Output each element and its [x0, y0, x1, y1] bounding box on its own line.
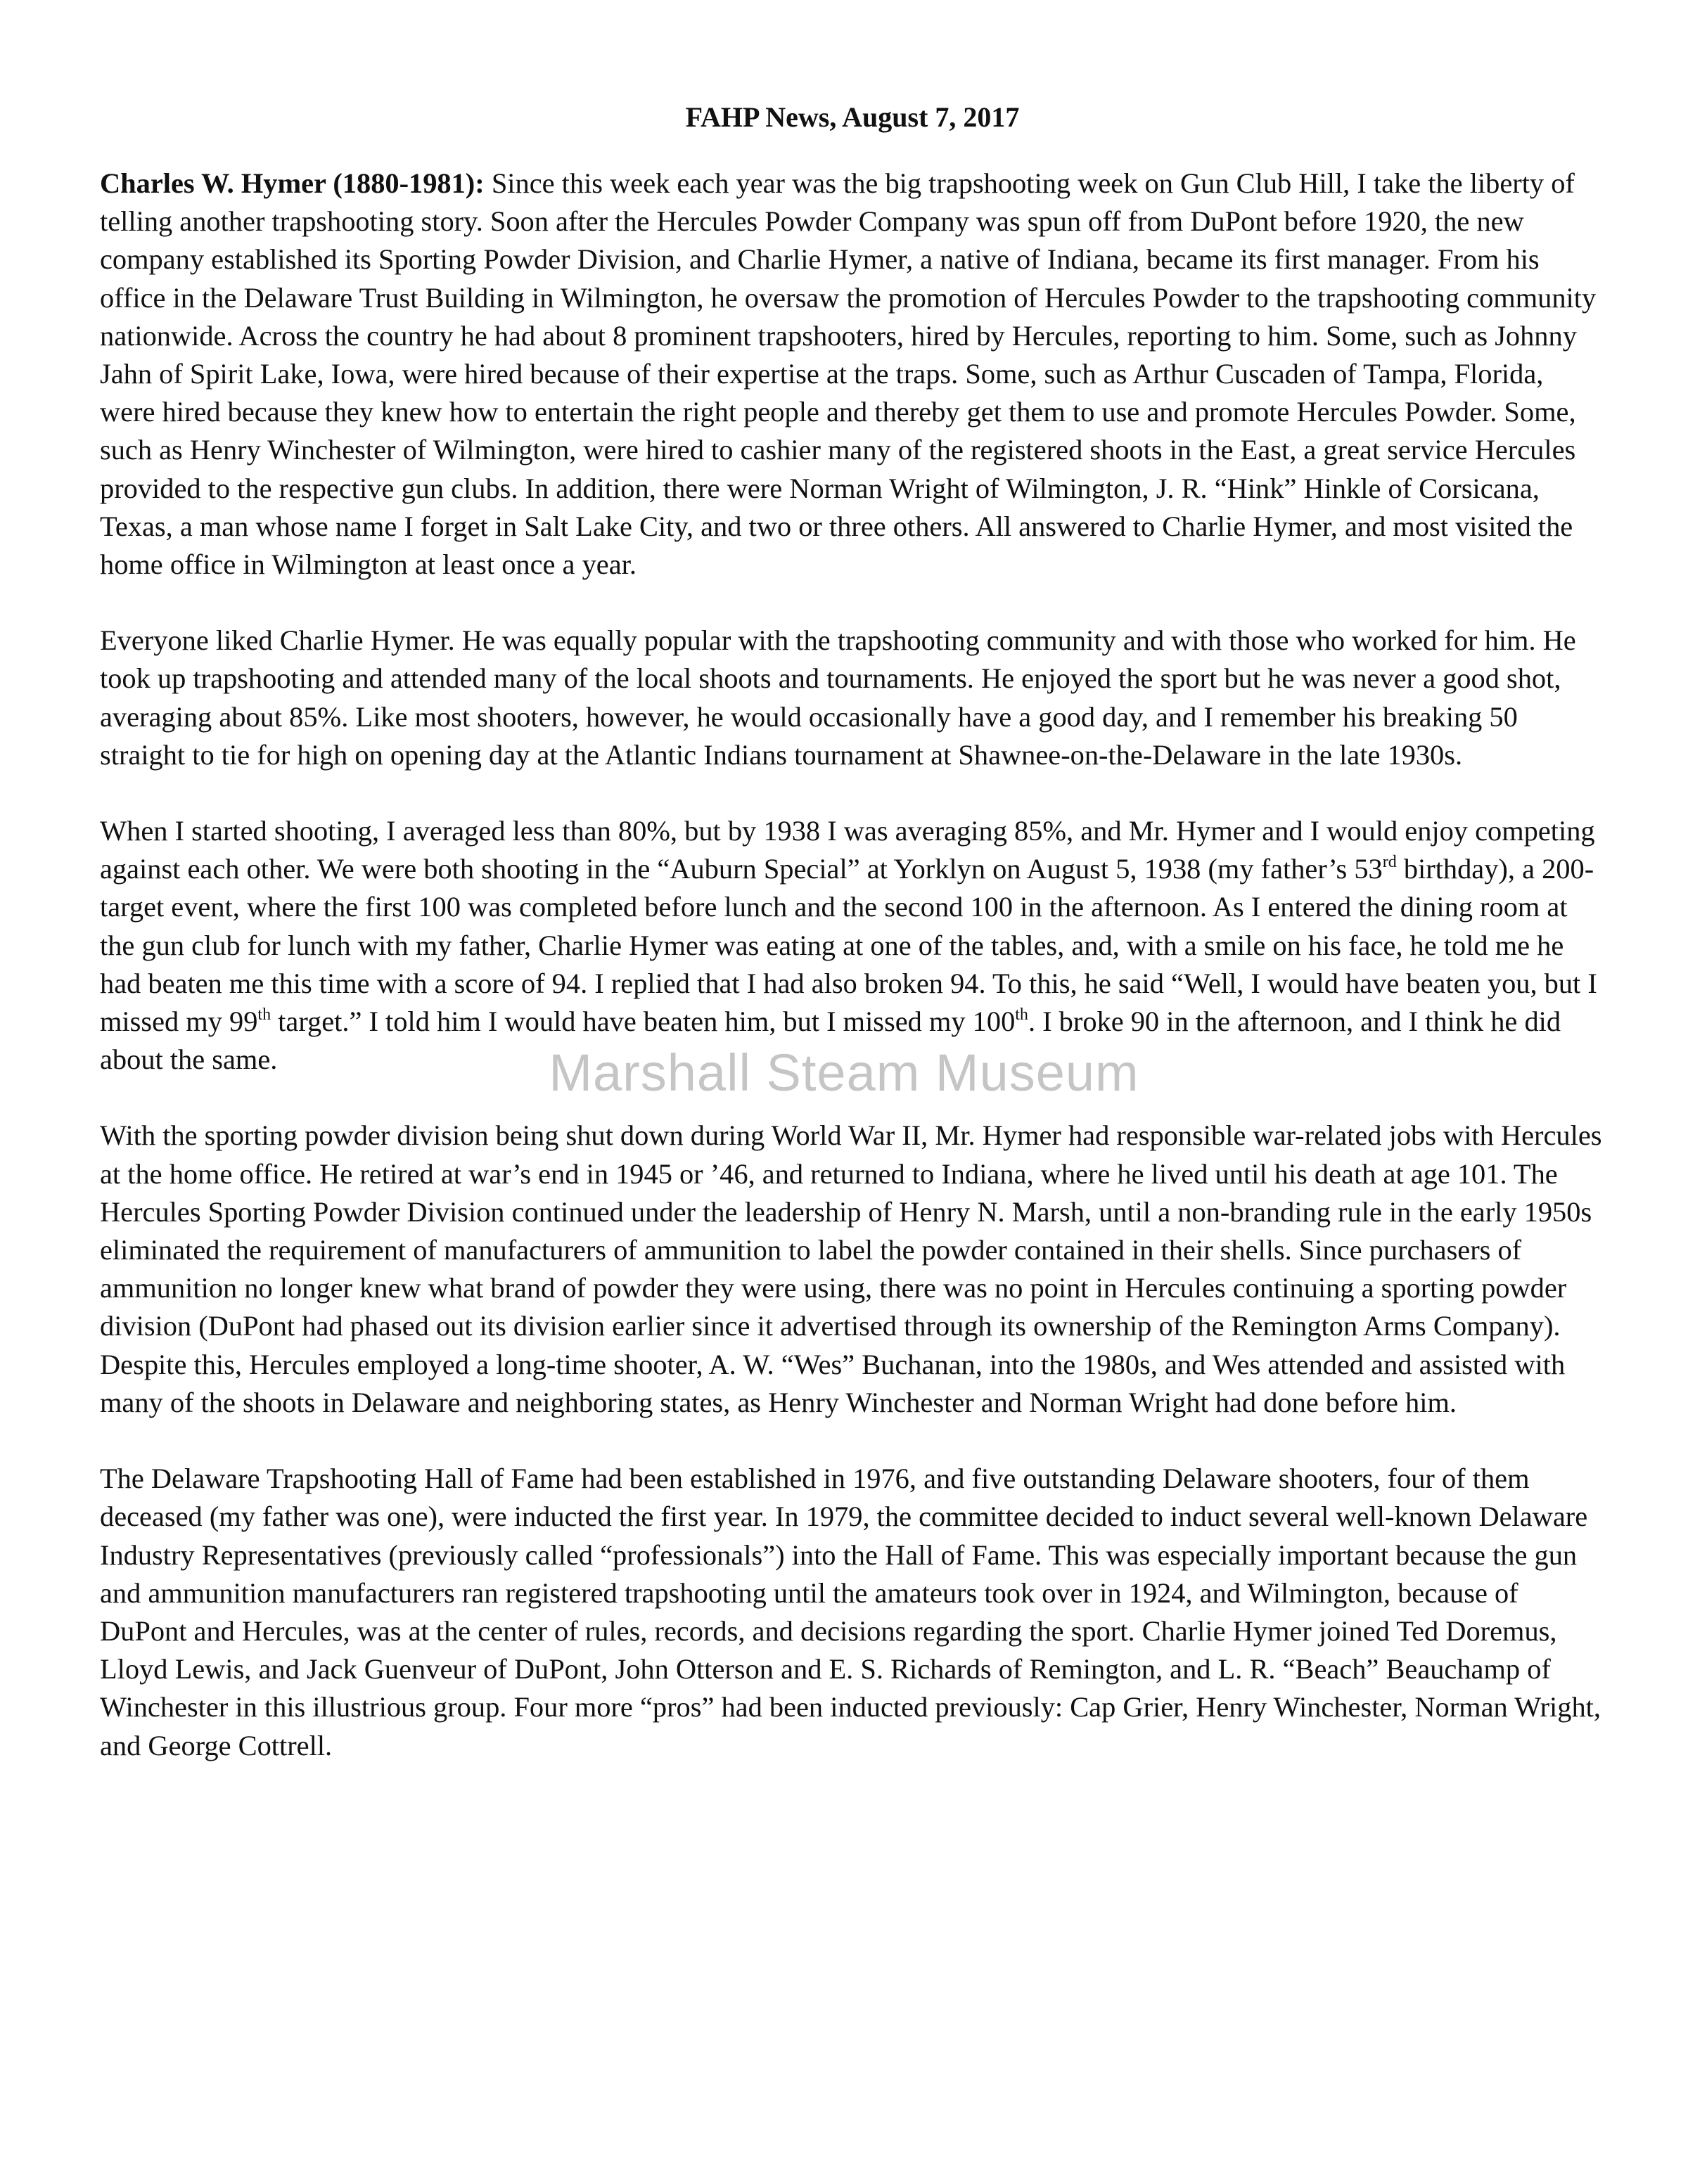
document-page	[100, 100, 1605, 1803]
paragraph-lead: Charles W. Hymer (1880-1981):	[100, 167, 485, 199]
paragraph-text: target.” I told him I would have beaten him, but I missed my 100	[271, 1006, 1016, 1038]
paragraph-2: Everyone liked Charlie Hymer. He was equally popular with the trapshooting community and with those who worked for him. He took up trapshooting and attended many of the local shoots and tournaments. He enjoyed the sport but he was never a good shot, averaging about 85%. Like most shooters, however, he would occasionally have a good day, and I remember his breaking 50 straight to tie for high on opening day at the Atlantic Indians tournament at Shawnee-on-the-Delaware in the late 1930s.	[100, 624, 1576, 771]
paragraph-1	[100, 165, 1605, 584]
paragraph-3	[100, 812, 1605, 1079]
paragraph-5: The Delaware Trapshooting Hall of Fame had been established in 1976, and five outstanding Delaware shooters, four of them deceased (my father was one), were inducted the first year. In 1979, the committee decided to induct several well-known Delaware Industry Representatives (previously called “professionals”) into the Hall of Fame. This was especially important because the gun and ammunition manufacturers ran registered trapshooting until the amateurs took over in 1924, and Wilmington, because of DuPont and Hercules, was at the center of rules, records, and decisions regarding the sport. Charlie Hymer joined Ted Doremus, Lloyd Lewis, and Jack Guenveur of DuPont, John Otterson and E. S. Richards of Remington, and L. R. “Beach” Beauchamp of Winchester in this illustrious group. Four more “pros” had been inducted previously: Cap Grier, Henry Winchester, Norman Wright, and George Cottrell.	[100, 1463, 1601, 1761]
paragraph-text: . I broke 90 in the afternoon, and I think he did about the same.	[100, 1006, 1561, 1076]
paragraph-text: When I started shooting, I averaged less than 80%, but by 1938 I was averaging 85%, and Mr. Hymer and I would enjoy competing against each other. We were both shooting in the “Auburn Special” at Yorklyn on August 5, 1938 (my father’s 53	[100, 815, 1595, 885]
watermark-text: Marshall Steam Museum	[549, 1043, 1139, 1102]
superscript-ordinal: th	[257, 1006, 271, 1024]
superscript-ordinal: rd	[1382, 853, 1397, 872]
superscript-ordinal: th	[1015, 1006, 1028, 1024]
document-title: FAHP News, August 7, 2017	[685, 101, 1020, 133]
paragraph-text: Since this week each year was the big trapshooting week on Gun Club Hill, I take the liberty of telling another trapshooting story. Soon after the Hercules Powder Company was spun off from DuPont before 1920, the new company established its Sporting Powder Division, and Charlie Hymer, a native of Indiana, became its first manager. From his office in the Delaware Trust Building in Wilmington, he oversaw the promotion of Hercules Powder to the trapshooting community nationwide. Across the country he had about 8 prominent trapshooters, hired by Hercules, reporting to him. Some, such as Johnny Jahn of Spirit Lake, Iowa, were hired because of their expertise at the traps. Some, such as Arthur Cuscaden of Tampa, Florida, were hired because they knew how to entertain the right people and thereby get them to use and promote Hercules Powder. Some, such as Henry Winchester of Wilmington, were hired to cashier many of the registered shoots in the East, a great service Hercules provided to the respective gun clubs. In addition, there were Norman Wright of Wilmington, J. R. “Hink” Hinkle of Corsicana, Texas, a man whose name I forget in Salt Lake City, and two or three others. All answered to Charlie Hymer, and most visited the home office in Wilmington at least once a year.	[100, 167, 1597, 581]
paragraph-text: birthday), a 200-target event, where the first 100 was completed before lunch and the second 100 in the afternoon. As I entered the dining room at the gun club for lunch with my father, Charlie Hymer was eating at one of the tables, and, with a smile on his face, he told me he had beaten me this time with a score of 94. I replied that I had also broken 94. To this, he said “Well, I would have beaten you, but I missed my 99	[100, 853, 1597, 1038]
paragraph-4: With the sporting powder division being shut down during World War II, Mr. Hymer had responsible war-related jobs with Hercules at the home office. He retired at war’s end in 1945 or ’46, and returned to Indiana, where he lived until his death at age 101. The Hercules Sporting Powder Division continued under the leadership of Henry N. Marsh, until a non-branding rule in the early 1950s eliminated the requirement of manufacturers of ammunition to label the powder contained in their shells. Since purchasers of ammunition no longer knew what brand of powder they were using, there was no point in Hercules continuing a sporting powder division (DuPont had phased out its division earlier since it advertised through its ownership of the Remington Arms Company). Despite this, Hercules employed a long-time shooter, A. W. “Wes” Buchanan, into the 1980s, and Wes attended and assisted with many of the shoots in Delaware and neighboring states, as Henry Winchester and Norman Wright had done before him.	[100, 1119, 1602, 1418]
